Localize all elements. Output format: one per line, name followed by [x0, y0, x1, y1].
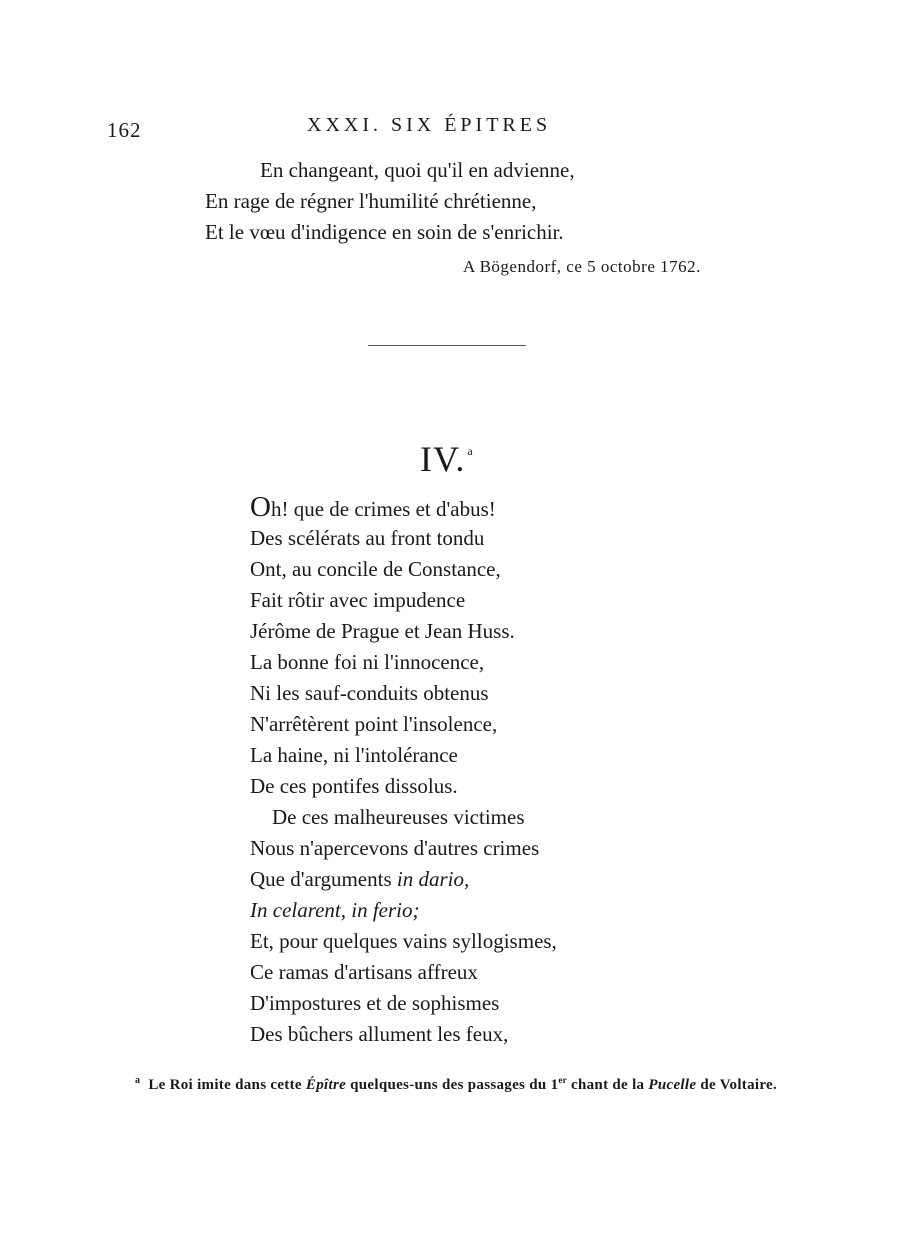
footnote-text: 1 — [550, 1077, 559, 1093]
verse-line: En rage de régner l'humilité chrétienne, — [205, 189, 537, 213]
poem-line: Nous n'apercevons d'autres crimes — [250, 836, 540, 860]
poem-line: Des bûchers allument les feux, — [250, 1022, 509, 1046]
footnote-text: chant de la — [571, 1077, 645, 1093]
poem-body — [250, 492, 557, 1050]
italic-term: in dario, — [396, 867, 470, 891]
poem-line: Jérôme de Prague et Jean Huss. — [250, 619, 515, 643]
poem-line — [250, 895, 557, 926]
poem-line: Des scélérats au front tondu — [250, 526, 485, 550]
poem-line: Ni les sauf-conduits obtenus — [250, 681, 489, 705]
footnote-text: Le Roi imite dans cette — [148, 1077, 302, 1093]
poem-line — [250, 492, 557, 523]
poem-line: De ces malheureuses victimes — [272, 805, 525, 829]
page-number: 162 — [107, 118, 142, 142]
section-divider — [368, 345, 526, 346]
footnote — [107, 1069, 797, 1097]
drop-cap: O — [250, 491, 271, 523]
poem-line: Ont, au concile de Constance, — [250, 557, 501, 581]
footnote-mark: a — [135, 1075, 141, 1086]
footnote-text: quelques-uns des passages du — [350, 1077, 547, 1093]
continued-verse — [205, 155, 575, 248]
dateline: A Bögendorf, ce 5 octobre 1762. — [463, 257, 701, 276]
poem-line: De ces pontifes dissolus. — [250, 774, 458, 798]
poem-number: IV. — [420, 439, 466, 479]
poem-line: D'impostures et de sophismes — [250, 991, 500, 1015]
verse-line: En changeant, quoi qu'il en advienne, — [260, 158, 575, 182]
poem-line: N'arrêtèrent point l'insolence, — [250, 712, 498, 736]
poem-line — [250, 864, 557, 895]
running-title: XXXI. SIX ÉPITRES — [307, 114, 552, 136]
poem-line: Fait rôtir avec impudence — [250, 588, 466, 612]
italic-line: In celarent, in ferio; — [250, 898, 420, 922]
footnote-superscript: er — [558, 1075, 567, 1085]
footnote-italic: Pucelle — [648, 1077, 697, 1093]
line-text: Que d'arguments — [250, 867, 392, 891]
poem-line: La bonne foi ni l'innocence, — [250, 650, 485, 674]
poem-line: Et, pour quelques vains syllogismes, — [250, 929, 557, 953]
poem-line: Ce ramas d'artisans affreux — [250, 960, 478, 984]
line-text: h! que de crimes et d'abus! — [270, 497, 496, 521]
footnote-reference: a — [467, 444, 474, 458]
footnote-text: de Voltaire. — [700, 1077, 778, 1093]
poem-heading — [420, 438, 474, 480]
verse-line: Et le vœu d'indigence en soin de s'enrichir. — [205, 220, 564, 244]
poem-line: La haine, ni l'intolérance — [250, 743, 458, 767]
footnote-italic: Épître — [305, 1077, 347, 1093]
